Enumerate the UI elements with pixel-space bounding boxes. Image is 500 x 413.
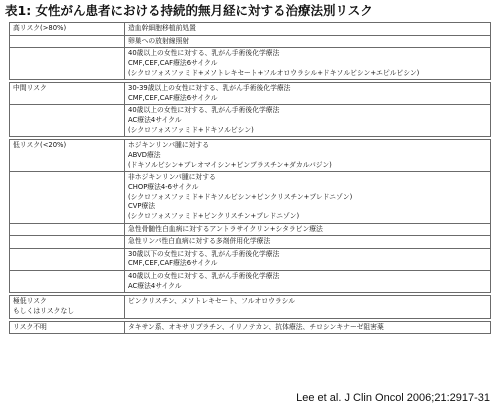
treatment-text: 卵巣への放射線照射: [128, 36, 190, 45]
treatment-cell: [125, 140, 491, 172]
risk-table: [9, 22, 491, 334]
risk-level-label: 極低リスク: [13, 297, 47, 306]
risk-level-cell-cont: [10, 271, 125, 293]
treatment-text: (シクロフォスファミド+メソトレキセート+フルオロウラシル+ドキソルビシン+エピルビシン): [128, 68, 420, 77]
risk-level-cell: [10, 83, 125, 105]
treatment-text: AC療法4サイクル: [128, 281, 182, 290]
treatment-cell: [125, 271, 491, 293]
treatment-text: 30歳以下の女性に対する、乳がん手術後化学療法: [128, 249, 280, 258]
risk-level-label: もしくはリスクなし: [13, 307, 75, 316]
treatment-text: ホジキンリンパ腫に対する: [128, 141, 210, 150]
treatment-cell: [125, 296, 491, 318]
treatment-text: CHOP療法4-6サイクル: [128, 182, 199, 191]
table-row: [10, 140, 491, 172]
table-title: 表1: 女性がん患者における持続的無月経に対する治療法別リスク: [5, 3, 373, 18]
treatment-text: 40歳以上の女性に対する、乳がん手術後化学療法: [128, 49, 280, 58]
risk-level-cell-cont: [10, 236, 125, 249]
treatment-text: (シクロフォスファミド+ドキソルビシン+ビンクリスチン+プレドニゾン): [128, 192, 353, 201]
risk-level-cell: [10, 321, 125, 334]
risk-level-label: 高リスク(>80%): [13, 24, 67, 32]
risk-level-cell: [10, 23, 125, 36]
treatment-cell: [125, 236, 491, 249]
risk-table-body: [10, 23, 491, 334]
treatment-text: CMF,CEF,CAF療法6サイクル: [128, 58, 218, 67]
risk-level-cell-cont: [10, 48, 125, 80]
treatment-text: AC療法4サイクル: [128, 116, 182, 125]
risk-level-label: 低リスク(<20%): [13, 141, 67, 150]
treatment-text: ABVD療法: [128, 151, 161, 160]
table-row: [10, 23, 491, 36]
table-row: [10, 271, 491, 293]
treatment-text: (シクロフォスファミド+ドキソルビシン): [128, 125, 254, 134]
risk-level-label: 中間リスク: [13, 84, 47, 93]
table-row: [10, 223, 491, 236]
table-row: [10, 321, 491, 334]
treatment-cell: [125, 23, 491, 36]
citation: Lee et al. J Clin Oncol 2006;21:2917-31: [296, 392, 490, 404]
risk-level-cell: [10, 296, 125, 318]
treatment-cell: [125, 83, 491, 105]
treatment-text: 造血幹細胞移植前処置: [128, 24, 196, 32]
treatment-text: 40歳以上の女性に対する、乳がん手術後化学療法: [128, 106, 280, 115]
risk-level-cell-cont: [10, 172, 125, 223]
table-row: [10, 35, 491, 48]
treatment-text: 急性骨髄性白血病に対するアントラサイクリン+シタラビン療法: [128, 224, 323, 233]
treatment-text: (シクロフォスファミド+ビンクリスチン+プレドニゾン): [128, 211, 300, 220]
treatment-cell: [125, 321, 491, 334]
treatment-text: CVP療法: [128, 202, 156, 211]
table-row: [10, 172, 491, 223]
treatment-cell: [125, 105, 491, 137]
treatment-text: CMF,CEF,CAF療法6サイクル: [128, 93, 218, 102]
risk-level-cell: [10, 140, 125, 172]
treatment-text: CMF,CEF,CAF療法6サイクル: [128, 259, 218, 268]
treatment-cell: [125, 223, 491, 236]
table-row: [10, 296, 491, 318]
risk-level-cell-cont: [10, 105, 125, 137]
treatment-text: タキサン系、オキサリプラチン、イリノテカン、抗体療法、チロシンキナーゼ阻害薬: [128, 322, 384, 331]
treatment-text: 30-39歳以上の女性に対する、乳がん手術後化学療法: [128, 84, 291, 93]
risk-level-label: リスク不明: [13, 322, 47, 331]
table-row: [10, 236, 491, 249]
table-row: [10, 83, 491, 105]
risk-level-cell-cont: [10, 35, 125, 48]
treatment-cell: [125, 48, 491, 80]
treatment-cell: [125, 35, 491, 48]
risk-level-cell-cont: [10, 223, 125, 236]
table-row: [10, 48, 491, 80]
treatment-text: 40歳以上の女性に対する、乳がん手術後化学療法: [128, 272, 280, 281]
treatment-text: 非ホジキンリンパ腫に対する: [128, 173, 216, 182]
treatment-text: ビンクリスチン、メソトレキセート、フルオロウラシル: [128, 297, 296, 306]
table-row: [10, 248, 491, 270]
table-row: [10, 105, 491, 137]
risk-level-cell-cont: [10, 248, 125, 270]
treatment-text: 急性リンパ性白血病に対する多剤併用化学療法: [128, 237, 271, 246]
treatment-cell: [125, 172, 491, 223]
treatment-text: (ドキソルビシン+ブレオマイシン+ビンブラスチン+ダカルバジン): [128, 160, 332, 169]
treatment-cell: [125, 248, 491, 270]
